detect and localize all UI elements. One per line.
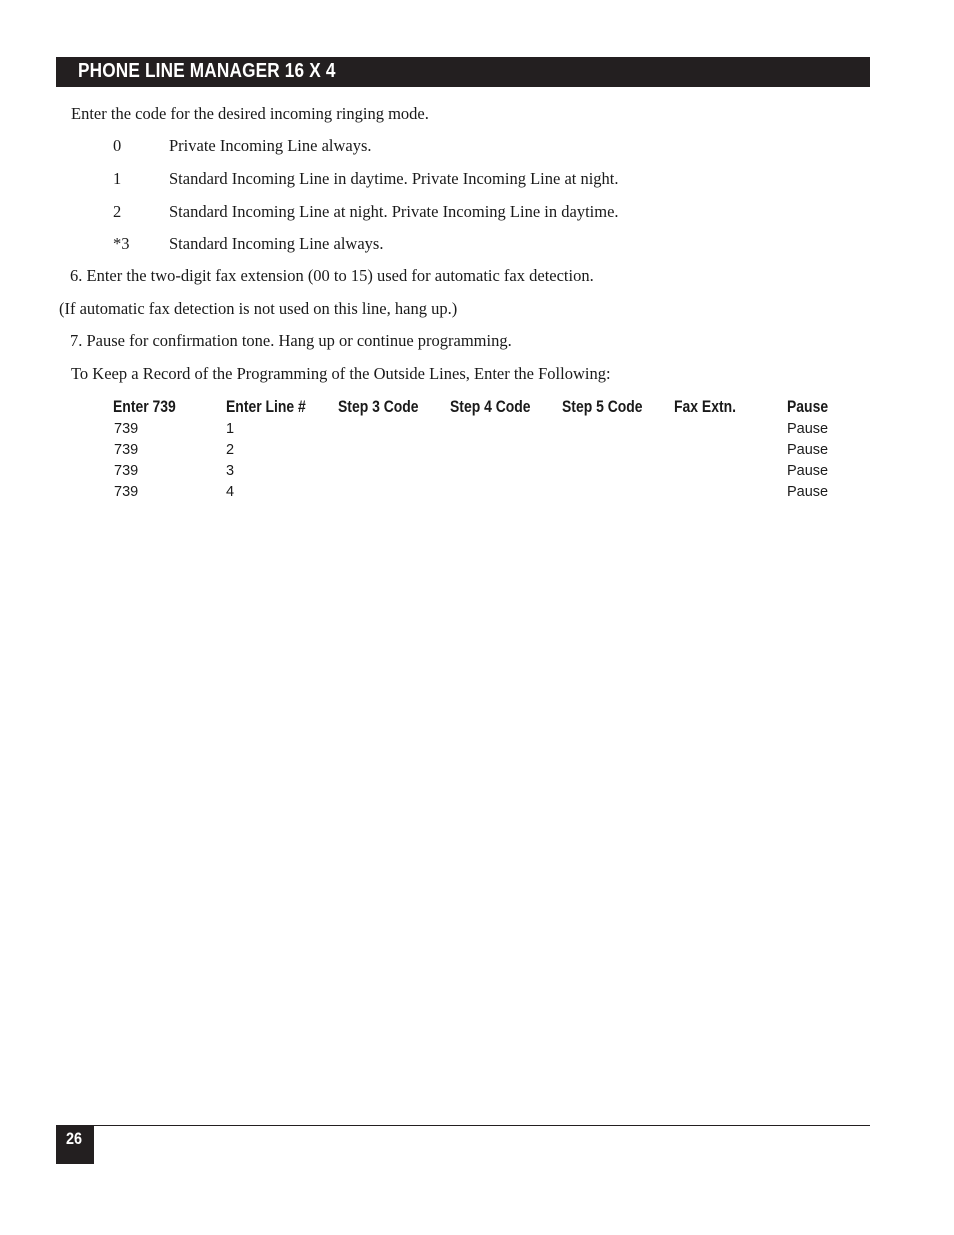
page-number-box — [56, 1125, 94, 1164]
header-bar — [56, 57, 870, 87]
step-7-text: 7. Pause for confirmation tone. Hang up or continue programming. — [70, 331, 512, 350]
ringing-code: *3 — [113, 234, 130, 253]
ringing-code: 2 — [113, 202, 122, 221]
page-number: 26 — [66, 1129, 83, 1148]
step-6-note: (If automatic fax detection is not used on this line, hang up.) — [59, 299, 458, 318]
cell-pause: Pause — [787, 421, 829, 437]
step-6-text: 6. Enter the two-digit fax extension (00 to 15) used for automatic fax detection. — [70, 266, 594, 285]
cell-pause: Pause — [787, 484, 829, 500]
footer-rule — [56, 1125, 870, 1126]
column-header-line: Enter Line # — [226, 397, 306, 416]
cell-line: 1 — [226, 421, 235, 437]
cell-enter: 739 — [114, 421, 139, 437]
column-header-step-3: Step 3 Code — [338, 397, 419, 416]
column-header-fax-extn: Fax Extn. — [674, 397, 736, 416]
ringing-code-description: Standard Incoming Line at night. Private Incoming Line in daytime. — [169, 202, 619, 221]
cell-line: 4 — [226, 484, 235, 500]
ringing-code: 1 — [113, 169, 122, 188]
ringing-code-description: Standard Incoming Line in daytime. Private Incoming Line at night. — [169, 169, 619, 188]
column-header-step-4: Step 4 Code — [450, 397, 531, 416]
column-header-pause: Pause — [787, 397, 829, 416]
ringing-code: 0 — [113, 136, 122, 155]
ringing-code-description: Standard Incoming Line always. — [169, 234, 384, 253]
cell-pause: Pause — [787, 442, 829, 458]
intro-text: Enter the code for the desired incoming ringing mode. — [71, 104, 429, 123]
page-title: PHONE LINE MANAGER 16 X 4 — [78, 60, 336, 82]
column-header-enter-739: Enter 739 — [113, 397, 176, 416]
cell-enter: 739 — [114, 484, 139, 500]
cell-pause: Pause — [787, 463, 829, 479]
column-header-step-5: Step 5 Code — [562, 397, 643, 416]
cell-enter: 739 — [114, 463, 139, 479]
cell-line: 2 — [226, 442, 235, 458]
cell-line: 3 — [226, 463, 235, 479]
cell-enter: 739 — [114, 442, 139, 458]
ringing-code-description: Private Incoming Line always. — [169, 136, 372, 155]
record-intro-text: To Keep a Record of the Programming of the Outside Lines, Enter the Following: — [71, 364, 611, 383]
